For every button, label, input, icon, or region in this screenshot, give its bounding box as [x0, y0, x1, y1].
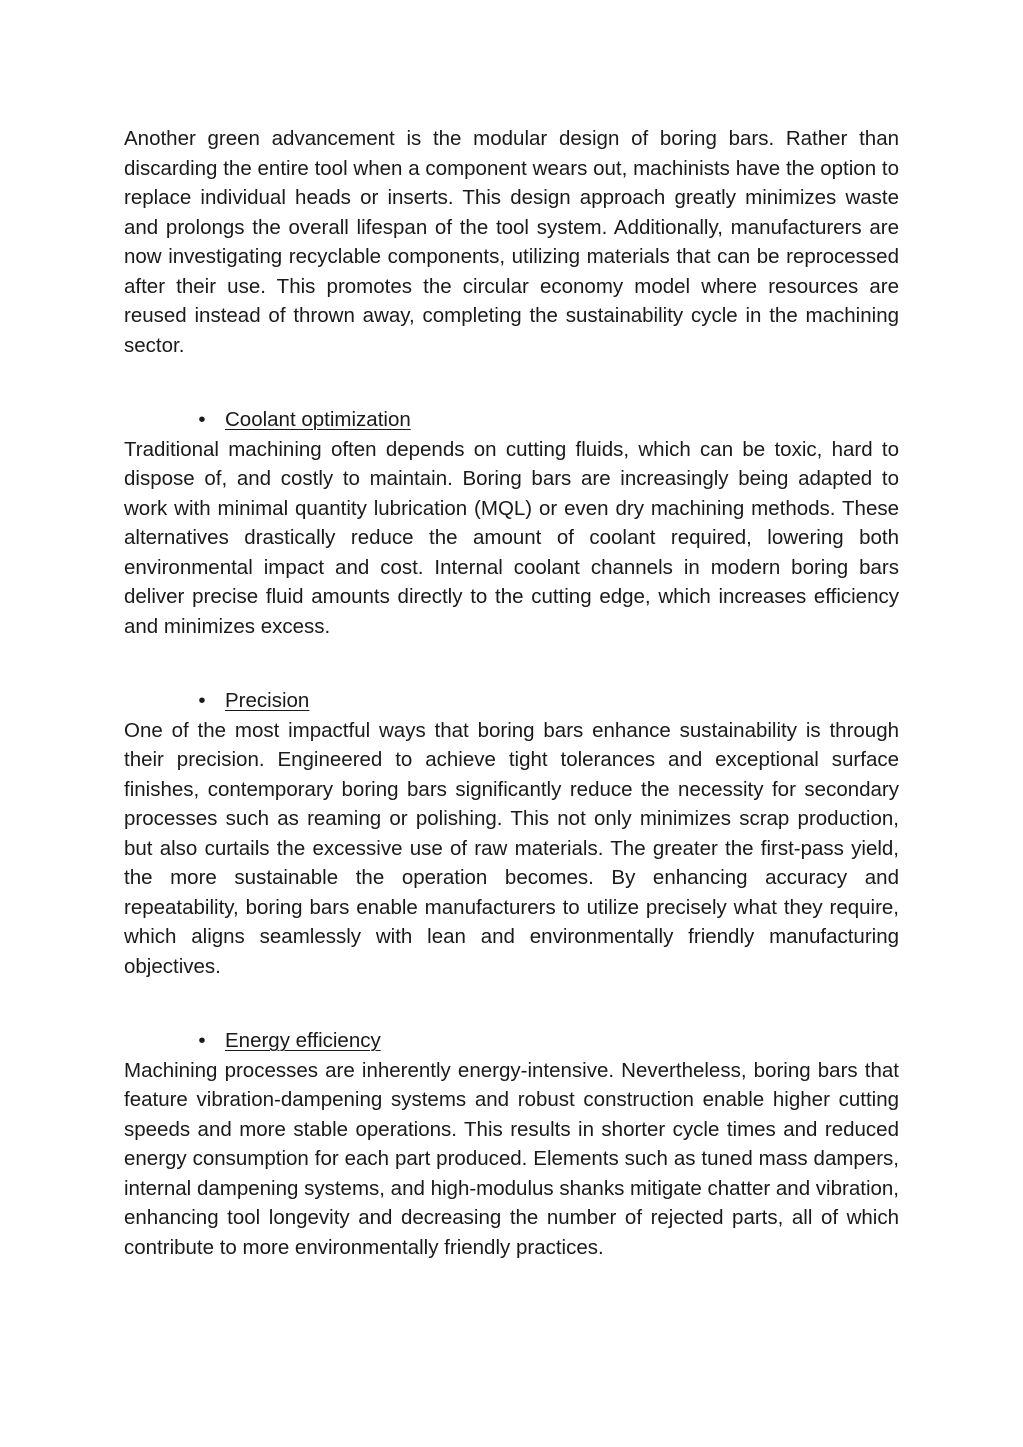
- bullet-dot: •: [198, 689, 206, 712]
- bullet-heading: [124, 686, 899, 716]
- section-paragraph: Traditional machining often depends on cutting fluids, which can be toxic, hard to dispose of, and costly to maintain. Boring bars are increasingly being adapted to work with minimal quantity lubrication (MQL) or even dry machining methods. These alternatives drastically reduce the amount of coolant required, lowering both environmental impact and cost. Internal coolant channels in modern boring bars deliver precise fluid amounts directly to the cutting edge, which increases efficiency and minimizes excess.: [124, 437, 899, 638]
- section-heading: Precision: [225, 689, 310, 712]
- bullet-dot: •: [198, 1029, 206, 1052]
- section-precision: [124, 686, 899, 981]
- document-page: [124, 124, 899, 1262]
- section-coolant-optimization: [124, 405, 899, 641]
- section-energy-efficiency: [124, 1026, 899, 1262]
- intro-paragraph: Another green advancement is the modular design of boring bars. Rather than discarding the entire tool when a component wears out, machinists have the option to replace individual heads or inserts. This design approach greatly minimizes waste and prolongs the overall lifespan of the tool system. Additionally, manufacturers are now investigating recyclable components, utilizing materials that can be reprocessed after their use. This promotes the circular economy model where resources are reused instead of thrown away, completing the sustainability cycle in the machining sector.: [124, 127, 899, 357]
- section-paragraph: One of the most impactful ways that boring bars enhance sustainability is through their precision. Engineered to achieve tight tolerances and exceptional surface finishes, contemporary boring bars significantly reduce the necessity for secondary processes such as reaming or polishing. This not only minimizes scrap production, but also curtails the excessive use of raw materials. The greater the first-pass yield, the more sustainable the operation becomes. By enhancing accuracy and repeatability, boring bars enable manufacturers to utilize precisely what they require, which aligns seamlessly with lean and environmentally friendly manufacturing objectives.: [124, 718, 899, 978]
- section-heading: Coolant optimization: [225, 408, 411, 431]
- bullet-heading: [124, 405, 899, 435]
- bullet-heading: [124, 1026, 899, 1056]
- section-paragraph: Machining processes are inherently energy-intensive. Nevertheless, boring bars that feature vibration-dampening systems and robust construction enable higher cutting speeds and more stable operations. This results in shorter cycle times and reduced energy consumption for each part produced. Elements such as tuned mass dampers, internal dampening systems, and high-modulus shanks mitigate chatter and vibration, enhancing tool longevity and decreasing the number of rejected parts, all of which contribute to more environmentally friendly practices.: [124, 1058, 899, 1259]
- section-heading: Energy efficiency: [225, 1029, 381, 1052]
- bullet-dot: •: [198, 408, 206, 431]
